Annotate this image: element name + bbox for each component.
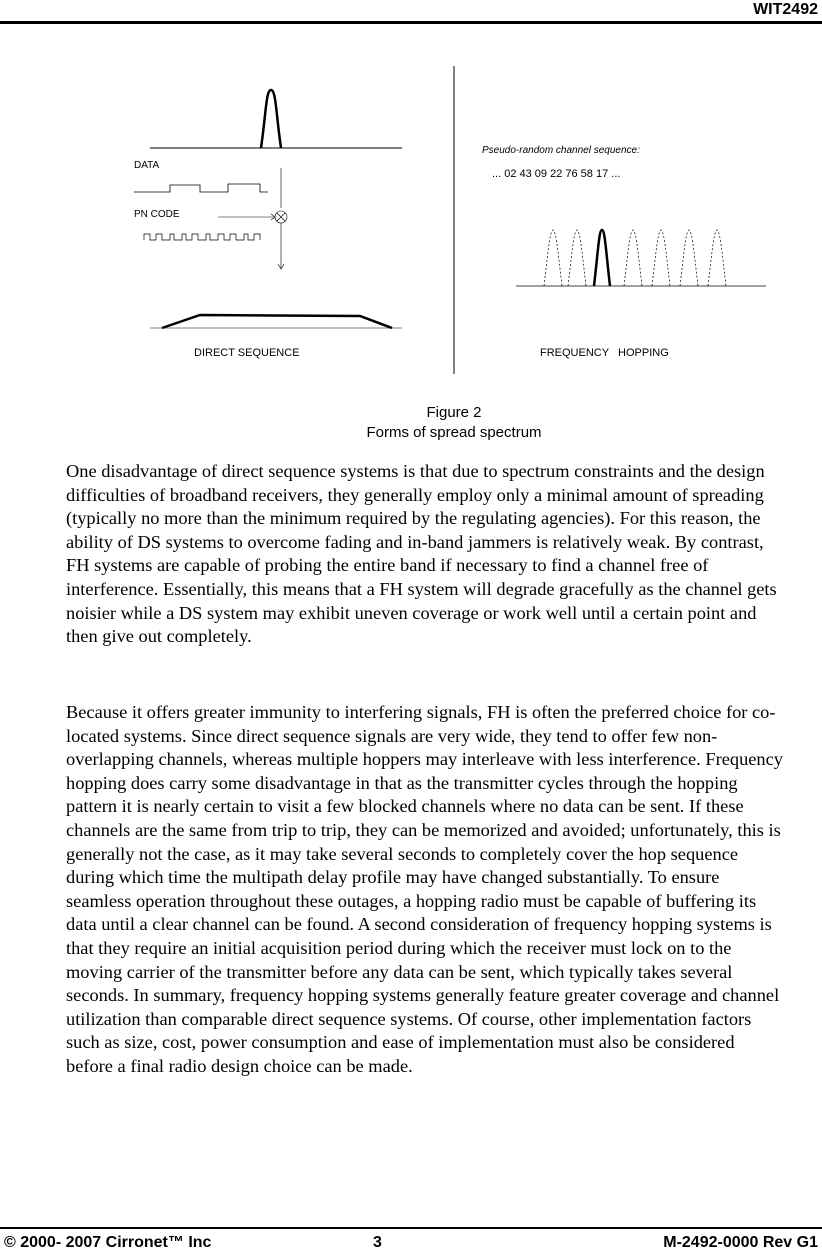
ds-spread-signal [150, 315, 402, 328]
spread-spectrum-figure [120, 62, 780, 380]
fh-active-channel [594, 230, 610, 286]
paragraph-2: Because it offers greater immunity to interfering signals, FH is often the preferred choice for co-located systems. Since direct sequence signals are very wide, they tend to offer few non-overlapping channels, whereas multiple hoppers may interleave with less interference. Frequency hopping does carry some disadvantage in that as the transmitter cycles through the hopping pattern it is nearly certain to visit a few blocked channels where no data can be sent. If these channels are the same from trip to trip, they can be memorized and avoided; unfortunately, this is generally not the case, as it may take several seconds to completely cover the hop sequence during which time the multipath delay profile may have changed substantially. To ensure seamless operation throughout these outages, a hopping radio must be capable of buffering its data until a clear channel can be found. A second consideration of frequency hopping systems is that they require an initial acquisition period during which the receiver must lock on to the moving carrier of the transmitter before any data can be sent, which typically takes several seconds. In summary, frequency hopping systems generally feature greater coverage and channel utilization than comparable direct sequence systems. Of course, other implementation factors such as size, cost, power consumption and ease of implementation must also be considered before a final radio design choice can be made. [66, 702, 783, 1076]
ds-data-label: DATA [134, 160, 160, 171]
fh-hop-channels [544, 230, 726, 286]
figure-number: Figure 2 [426, 404, 482, 421]
header-rule [0, 21, 822, 24]
footer-revision: M-2492-0000 Rev G1 [663, 1234, 818, 1251]
fh-sequence-title: Pseudo-random channel sequence: [482, 145, 640, 156]
page-number: 3 [373, 1234, 382, 1251]
figure-title: Forms of spread spectrum [366, 424, 542, 441]
ds-title: DIRECT SEQUENCE [194, 347, 300, 359]
ds-mixer [218, 168, 287, 269]
footer-copyright: © 2000- 2007 Cirronet™ Inc [4, 1234, 212, 1251]
ds-data-waveform [134, 184, 268, 192]
paragraph-1: One disadvantage of direct sequence systems is that due to spectrum constraints and the design difficulties of broadband receivers, they generally employ only a minimal amount of spreading (typically no more than the minimum required by the regulating agencies). For this reason, the ability of DS systems to overcome fading and in-band jammers is relatively weak. By contrast, FH systems are capable of probing the entire band if necessary to find a channel free of interference. Essentially, this means that a FH system will degrade gracefully as the channel gets noisier while a DS system may exhibit uneven coverage or work well until a certain point and then give out completely. [66, 461, 777, 647]
ds-pn-code-label: PN CODE [134, 209, 180, 220]
fh-sequence-values: ... 02 43 09 22 76 58 17 ... [492, 168, 621, 180]
ds-pn-code-waveform [144, 234, 260, 240]
fh-title: FREQUENCY HOPPING [540, 347, 669, 359]
ds-narrowband-signal [150, 90, 402, 148]
footer-rule [0, 1227, 822, 1229]
document-id: WIT2492 [753, 1, 818, 18]
